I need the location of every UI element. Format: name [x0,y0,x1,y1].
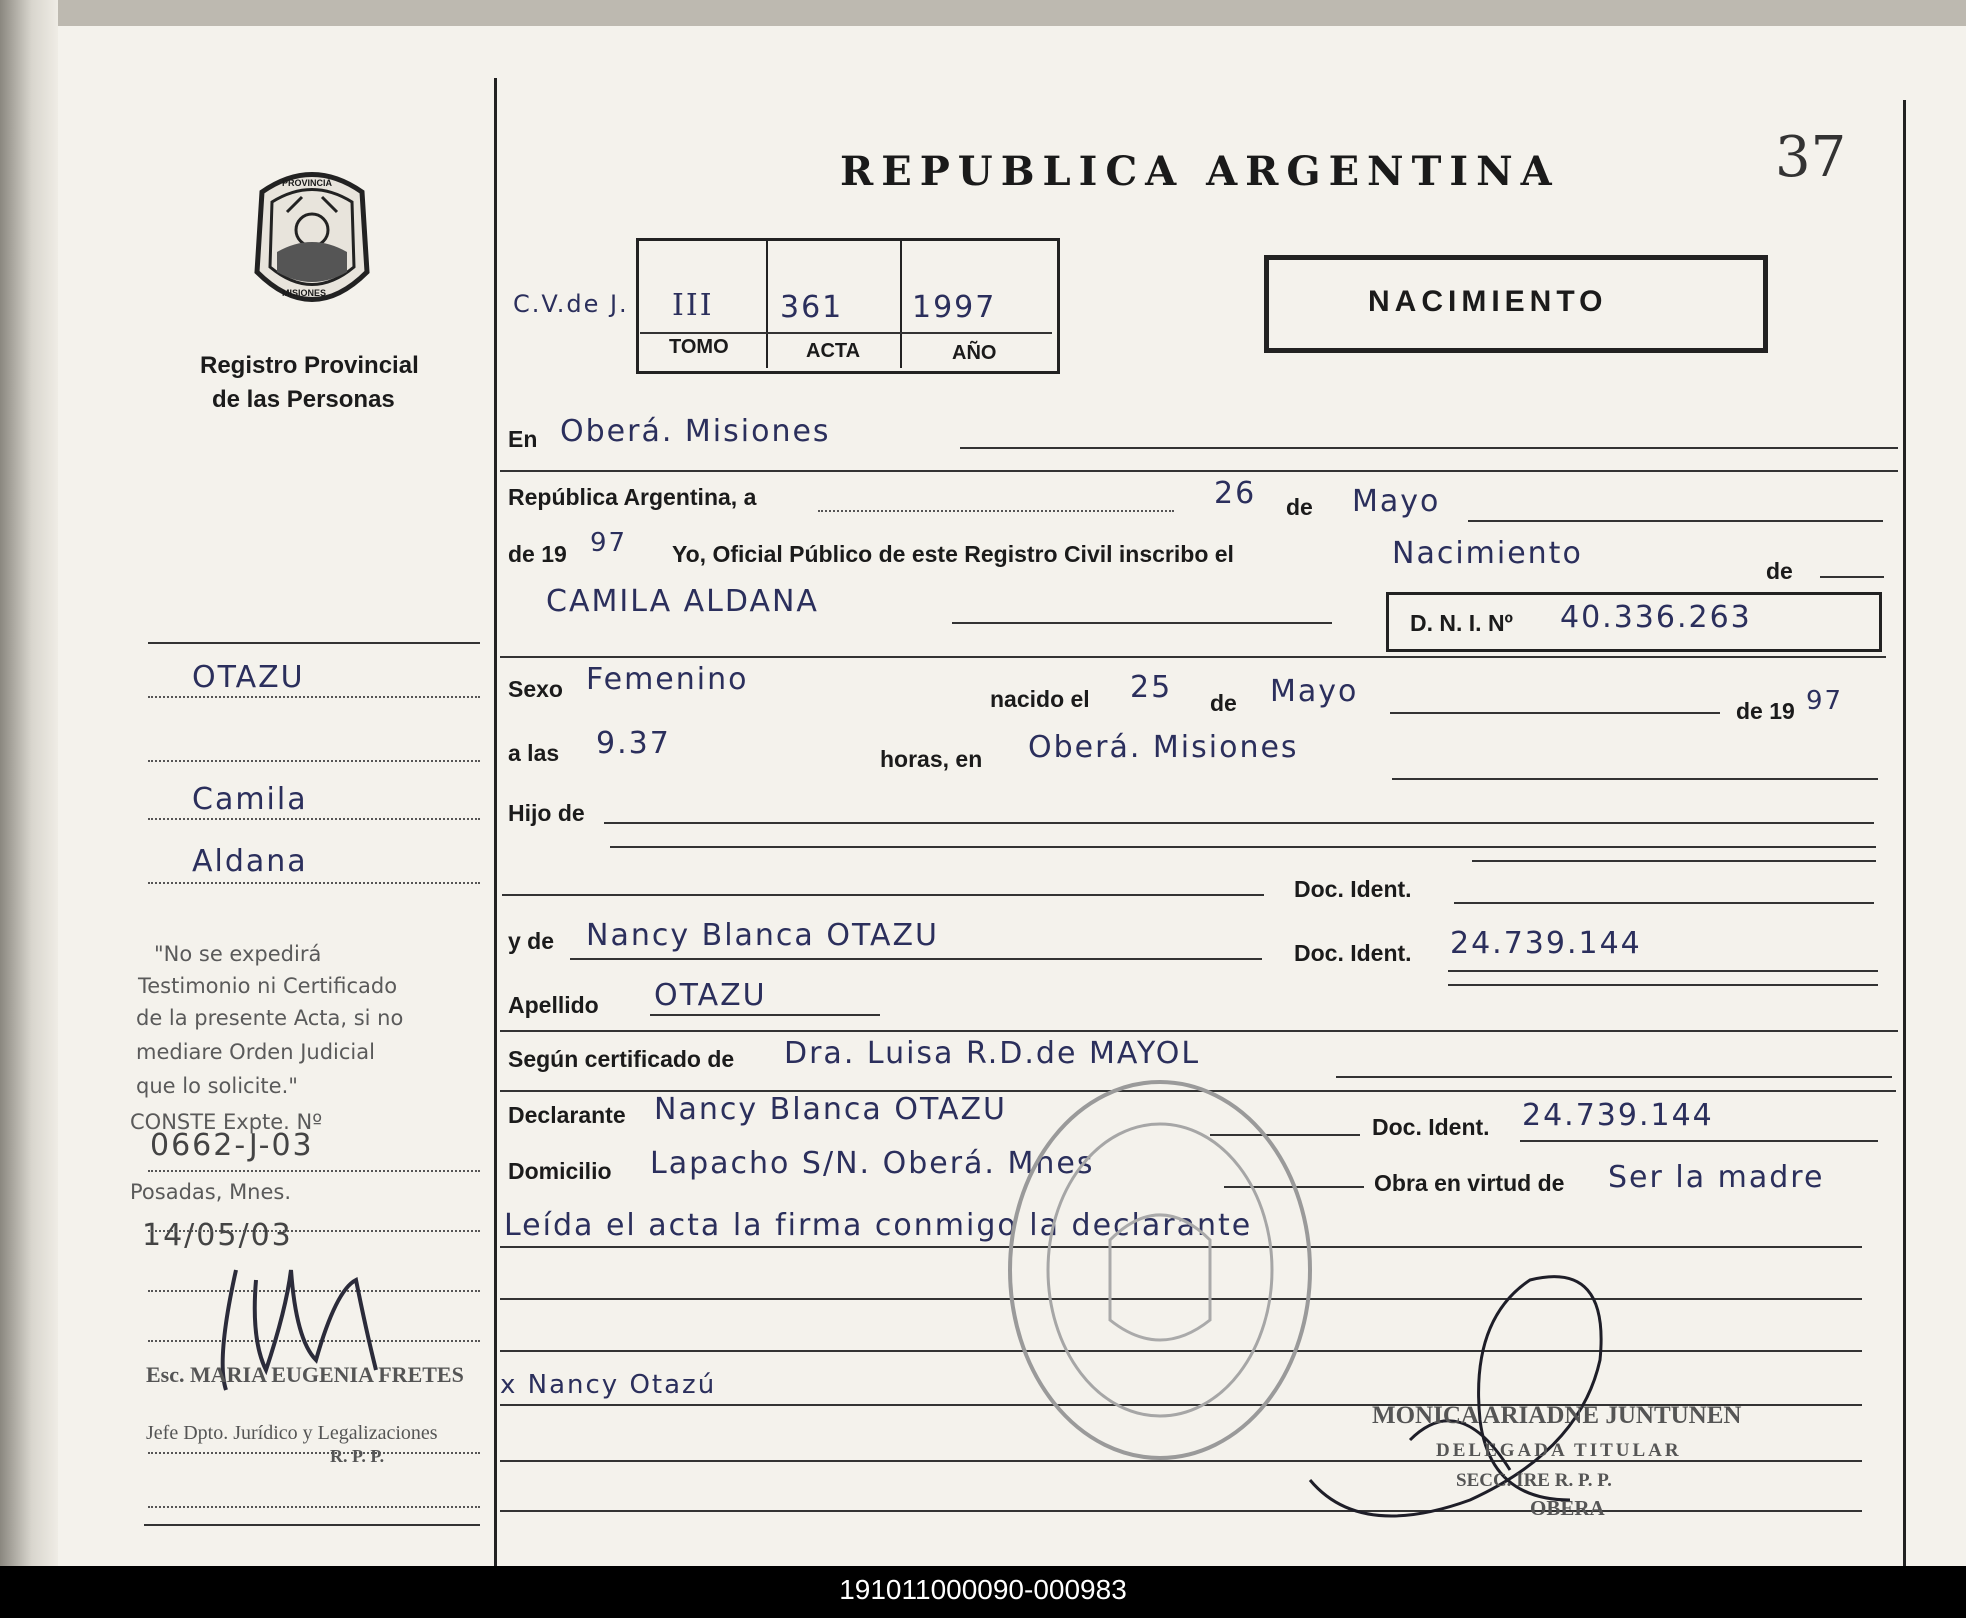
declarant-signature: x Nancy Otazú [500,1370,717,1400]
ref-divider-1 [766,240,768,368]
sidebar-bottom-line [144,1524,480,1526]
de-label-3: de [1210,690,1237,716]
sexo-label: Sexo [508,676,563,702]
domicilio-value: Lapacho S/N. Oberá. Mnes [650,1146,1095,1181]
born-year-prefix: de 19 [1736,698,1795,724]
official-title: Jefe Dpto. Jurídico y Legalizaciones [146,1422,438,1444]
declarante-value: Nancy Blanca OTAZU [654,1092,1007,1127]
apellido-label: Apellido [508,992,599,1018]
delegate-name: MONICA ARIADNE JUNTUNEN [1372,1402,1742,1429]
seal-bottom-text: MISIONES [282,288,327,298]
segun-label: Según certificado de [508,1046,735,1072]
father-line [502,894,1264,896]
born-year-value: 97 [1806,686,1844,716]
sidebar-dots-9 [148,1452,480,1454]
declarante-doc-line [1520,1140,1878,1142]
anio-value: 1997 [912,290,997,325]
conste-label: CONSTE Expte. Nº [130,1110,323,1134]
posadas-label: Posadas, Mnes. [130,1180,292,1204]
hour-value: 9.37 [596,726,671,761]
delegate-section: SECC. IRE R. P. P. [1456,1470,1612,1491]
en-line [960,447,1898,449]
place-line [1392,778,1878,780]
inscribo-value: Nacimiento [1392,536,1583,571]
year-value: 97 [590,528,628,558]
obra-label: Obra en virtud de [1374,1170,1565,1196]
record-prefix: C.V.de J. [513,290,629,318]
father-doc-line [1454,902,1874,904]
official-name: Esc. MARIA EUGENIA FRETES [146,1362,464,1387]
official-org: R. P. P. [330,1446,385,1466]
declarante-doc: 24.739.144 [1522,1098,1714,1133]
hijo-line-2 [610,846,1876,848]
row-line-2 [500,656,1886,658]
ref-divider-2 [900,240,902,368]
obra-value: Ser la madre [1608,1160,1825,1195]
apellido-line [650,1014,880,1016]
segun-line [1336,1076,1892,1078]
document-id: 191011000090-000983 [839,1574,1127,1605]
tomo-value: III [672,288,714,323]
mother-doc-line [1448,970,1878,972]
segun-value: Dra. Luisa R.D.de MAYOL [784,1036,1201,1071]
posadas-date: 14/05/03 [142,1218,293,1253]
hijo-line-3 [1472,860,1876,862]
note-line-4: mediare Orden Judicial [136,1040,375,1064]
book-spine [0,0,58,1566]
date-dots [818,510,1174,512]
child-name-line [952,622,1332,624]
note-line-3: de la presente Acta, si no [136,1006,404,1030]
born-month: Mayo [1270,674,1359,709]
leida-text: Leída el acta la firma conmigo la declarante [504,1208,1253,1243]
child-name: CAMILA ALDANA [546,584,819,619]
hijo-label: Hijo de [508,800,585,826]
mother-name: Nancy Blanca OTAZU [586,918,939,953]
sidebar-name-1: Camila [192,782,308,817]
row-line-3 [500,1030,1898,1032]
a-las-label: a las [508,740,560,766]
right-border [1903,100,1906,1566]
expediente-number: 0662-J-03 [150,1128,314,1163]
acta-label: ACTA [806,340,861,362]
dni-value: 40.336.263 [1560,600,1752,635]
ref-underline [640,332,1052,334]
sidebar-dots-2 [148,760,480,762]
born-day: 25 [1130,670,1173,705]
domicilio-label: Domicilio [508,1158,612,1184]
declarante-label: Declarante [508,1102,626,1128]
mother-doc: 24.739.144 [1450,926,1642,961]
note-line-1: "No se expedirá [154,942,322,966]
anio-label: AÑO [952,342,997,364]
de-label-1: de [1286,494,1313,520]
registry-name-line1: Registro Provincial [200,352,419,379]
de-line [1820,576,1884,578]
sexo-value: Femenino [586,662,749,697]
born-month-line [1390,712,1720,714]
registry-name-line2: de las Personas [212,386,395,413]
left-column-divider [494,78,497,1566]
birth-place: Oberá. Misiones [1028,730,1299,765]
delegate-signature-icon [1270,1240,1710,1540]
y-de-label: y de [508,928,555,954]
page-number: 37 [1775,125,1847,190]
horas-label: horas, en [880,746,983,772]
sidebar-dots-5 [148,1170,480,1172]
en-label: En [508,426,538,452]
yo-label: Yo, Oficial Público de este Registro Civil inscribo el [672,541,1234,567]
hijo-line-1 [604,822,1874,824]
seal-top-text: PROVINCIA [282,178,333,188]
en-value: Oberá. Misiones [560,414,831,449]
note-line-2: Testimonio ni Certificado [138,974,398,998]
month-line [1468,520,1883,522]
nacido-label: nacido el [990,686,1090,712]
record-type: NACIMIENTO [1368,285,1608,318]
sidebar-top-line [148,642,480,644]
sidebar-dots-3 [148,818,480,820]
sidebar-dots-4 [148,882,480,884]
acta-value: 361 [780,290,844,325]
year-prefix: de 19 [508,541,567,567]
dni-label: D. N. I. Nº [1410,610,1513,636]
day-value: 26 [1214,476,1257,511]
sidebar-name-2: Aldana [192,844,308,879]
sidebar-surname: OTAZU [192,660,305,695]
row-line-1 [500,470,1898,472]
note-line-5: que lo solicite." [136,1074,298,1098]
apellido-value: OTAZU [654,978,767,1013]
delegate-title: DELEGADA TITULAR [1436,1440,1682,1461]
republica-label: República Argentina, a [508,484,757,510]
page-title: REPUBLICA ARGENTINA [840,148,1560,195]
month-value: Mayo [1352,484,1441,519]
mother-doc-line-2 [1448,984,1878,986]
de-label-2: de [1766,558,1793,584]
mother-line [570,958,1262,960]
delegate-city: OBERA [1530,1496,1605,1520]
sidebar-dots-1 [148,696,480,698]
sidebar-dots-10 [148,1506,480,1508]
doc-ident-label-2: Doc. Ident. [1294,940,1412,966]
sidebar-dots-6 [148,1230,480,1232]
tomo-label: TOMO [669,336,729,358]
doc-ident-label-3: Doc. Ident. [1372,1114,1490,1140]
doc-ident-label-1: Doc. Ident. [1294,876,1412,902]
